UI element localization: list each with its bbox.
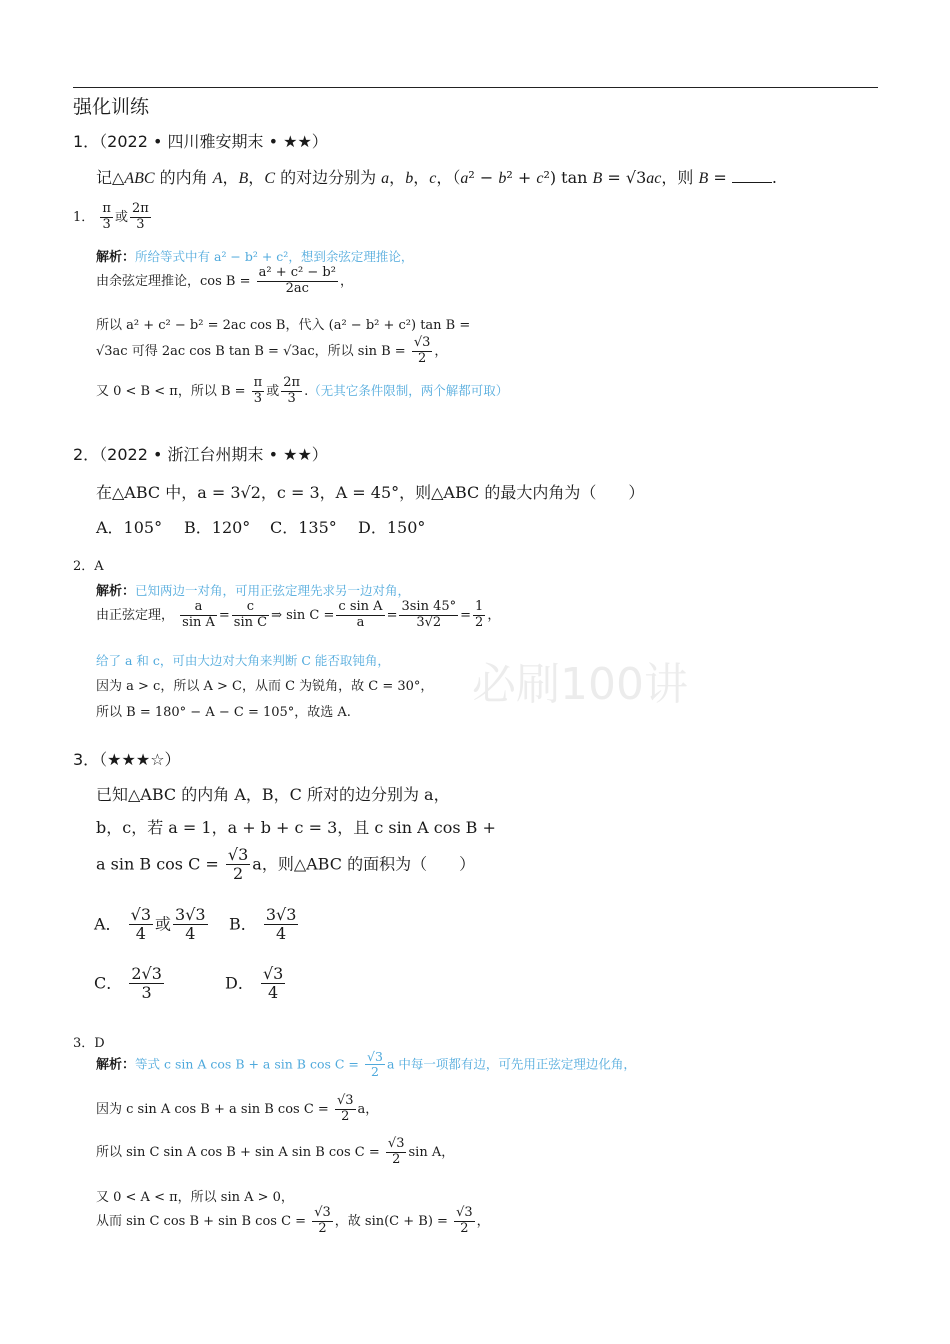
q1-jiexi: 解析：所给等式中有 a² − b² + c²，想到余弦定理推论，	[96, 249, 414, 265]
q3-step-given: 因为 c sin A cos B + a sin B cos C = $\frac{√3}{2}$ a，	[96, 1093, 379, 1124]
q2-sine-law: 由正弦定理， $\frac{a}{\text{sin A}}$ = $\frac{c}{\text{sin C}}$ ⇒ sin C = $\frac{\text{c sin A}}{a}$ = $\frac{3\sin 45^\circ}{3√2}$ = $\frac{1}{2}$ ，	[96, 599, 501, 630]
q2-option-d: D．150°	[358, 518, 426, 537]
q3-step-sine-law: 所以 sin C sin A cos B + sin A sin B cos C = $\frac{√3}{2}$ sin A，	[96, 1136, 455, 1167]
q2-step-acute: 因为 a > c，所以 A > C，从而 C 为锐角，故 C = 30°，	[96, 679, 434, 694]
q1-step-conclusion: 又 0 < B < π，所以 B = $\frac{\pi}{3}$ 或 $\frac{2\pi}{3}$ .（无其它条件限制，两个解都可取）	[96, 375, 509, 406]
q3-step-sinA: 又 0 < A < π，所以 sin A > 0，	[96, 1190, 294, 1205]
top-rule	[73, 87, 878, 88]
q3-option-a: A． $\frac{√3}{4}$ 或 $\frac{3√3}{4}$	[94, 905, 206, 944]
q3-stem-line3: a sin B cos C = $\frac{√3}{2}$ a，则△ABC 的面积为（ ）	[96, 845, 476, 884]
q2-option-c: C．135°	[270, 518, 337, 537]
q1-stem: 记△ABC 的内角 A，B，C 的对边分别为 a，b，c，（a² − b² + c²) tan B = √3ac，则 B = .	[96, 168, 777, 187]
q3-stem-line2: b，c，若 a = 1，a + b + c = 3，且 c sin A cos B +	[96, 818, 496, 837]
q3-step-conclusion: 从而 sin C cos B + sin B cos C = $\frac{√3}{2}$ ，故 sin(C + B) = $\frac{√3}{2}$ ，	[96, 1205, 490, 1236]
q3-option-d: D． $\frac{√3}{4}$	[225, 964, 284, 1003]
frac-pi-3: $\frac{\pi}{3}$	[102, 201, 111, 232]
q3-option-c: C． $\frac{2√3}{3}$	[94, 964, 162, 1003]
q3-answer: 3．D	[73, 1036, 105, 1051]
watermark: 必刷100讲	[472, 659, 688, 710]
answer-blank	[732, 182, 772, 183]
q2-header: 2．（2022 • 浙江台州期末 • ★★）	[73, 445, 328, 464]
q2-step-conclusion: 所以 B = 180° − A − C = 105°，故选 A.	[96, 705, 351, 720]
q3-jiexi: 解析：等式 c sin A cos B + a sin B cos C = $\frac{√3}{2}$ a 中每一项都有边，可先用正弦定理边化角，	[96, 1049, 636, 1080]
page-title: 强化训练	[73, 96, 150, 118]
q3-header: 3．（★★★☆）	[73, 750, 181, 769]
q3-option-b: B． $\frac{3√3}{4}$	[229, 905, 297, 944]
q3-stem-line1: 已知△ABC 的内角 A，B，C 所对的边分别为 a，	[96, 785, 450, 804]
q2-stem: 在△ABC 中，a = 3√2，c = 3，A = 45°，则△ABC 的最大内角为（ ）	[96, 483, 645, 502]
q1-step-substitute: 所以 a² + c² − b² = 2ac cos B，代入 (a² − b² + c²) tan B =	[96, 318, 471, 333]
frac-2pi-3: $\frac{2\pi}{3}$	[131, 201, 149, 232]
q1-answer: 1． $\frac{\pi}{3}$ 或 $\frac{2\pi}{3}$	[73, 201, 149, 232]
q1-step-sinB: √3ac 可得 2ac cos B tan B = √3ac，所以 sin B = $\frac{√3}{2}$ ，	[96, 335, 448, 366]
q2-answer: 2．A	[73, 559, 104, 574]
q1-step-cosine: 由余弦定理推论，cos B = $\frac{\text{a² + c² − b²}}{2ac}$ ，	[96, 265, 353, 296]
q2-note2: 给了 a 和 c，可由大边对大角来判断 C 能否取钝角，	[96, 653, 390, 668]
q2-option-a: A．105°	[96, 518, 163, 537]
q2-jiexi: 解析：已知两边一对角，可用正弦定理先求另一边对角，	[96, 583, 411, 599]
q2-option-b: B．120°	[184, 518, 251, 537]
q1-header: 1．（2022 • 四川雅安期末 • ★★）	[73, 132, 328, 151]
